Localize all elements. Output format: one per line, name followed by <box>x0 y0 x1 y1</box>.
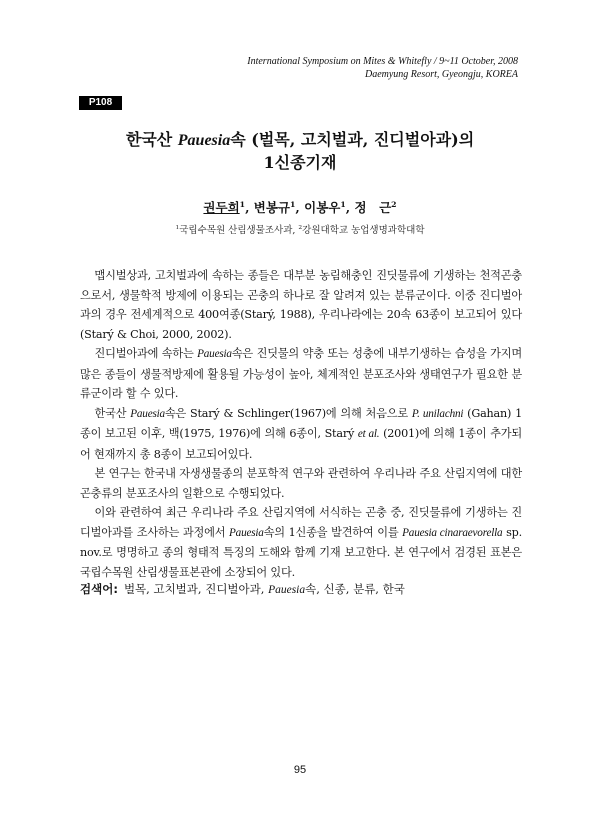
author-list <box>60 198 540 216</box>
header-line-1: International Symposium on Mites & Whitefly / 9~11 October, 2008 <box>247 56 518 67</box>
page-number: 95 <box>293 764 307 776</box>
title-line-1 <box>60 129 540 152</box>
author: 변봉규$^1$, <box>253 199 305 215</box>
title-line-2: 1신종기재 <box>263 153 337 172</box>
abstract-paragraph-1: 맵시벌상과, 고치벌과에 속하는 종들은 대부분 농림해충인 진딧물류에 기생하는 천적곤충으로서, 생물학적 방제에 이용되는 곤충의 하나로 잘 알려져 있는 분류군이다. 이중 진디벌아과의 경우 전세계적으로 400여종(Starý, 1988), 우리나라에는 20속 63종이 보고되어 있다(Starý & Choi, 2000, 2002). <box>80 269 522 341</box>
title-rest: 속 (벌목, 고치벌과, 진디벌아과)의 <box>230 130 475 149</box>
author: 권두희$^1$, <box>203 199 254 215</box>
paper-title <box>60 129 540 174</box>
abstract-paragraph-4: 본 연구는 한국내 자생생물종의 분포학적 연구와 관련하여 우리나라 주요 산림지역에 대한 곤충류의 분포조사의 일환으로 수행되었다. <box>80 467 522 500</box>
author: 정 근$^2$ <box>354 199 397 215</box>
header-line-2: Daemyung Resort, Gyeongju, KOREA <box>364 69 518 80</box>
poster-number-badge: P108 <box>79 96 122 110</box>
abstract-paragraph-3: 한국산 Pauesia속은 Starý & Schlinger(1967)에 의해 처음으로 P. unilachni (Gahan) 1종이 보고된 이후, 백(1975, 1976)에 의해 6종이, Starý et al. (2001)에 의해 1종이 추가되어 현재까지 총 8종이 보고되어있다. <box>80 406 523 461</box>
abstract-paragraph-2: 진디벌아과에 속하는 Pauesia속은 진딧물의 약충 또는 성충에 내부기생하는 습성을 가지며 많은 종들이 생물적방제에 활용될 가능성이 높아, 체계적인 분포조사와 생태연구가 필요한 분류군이라 할 수 있다. <box>80 347 522 400</box>
keywords-label: 검색어: <box>80 582 118 596</box>
keywords: 검색어: 벌목, 고치벌과, 진디벌아과, Pauesia속, 신종, 분류, 한국 <box>80 582 405 596</box>
title-prefix: 한국산 <box>125 130 178 149</box>
abstract-paragraph-5: 이와 관련하여 최근 우리나라 주요 산림지역에 서식하는 곤충 중, 진딧물류에 기생하는 진디벌아과를 조사하는 과정에서 Pauesia속의 1신종을 발견하여 이를 Pauesia cinaraevorella sp. nov.로 명명하고 종의 형태적 특징의 도해와 함께 기재 보고한다. 본 연구에서 검경된 표본은 국립수목원 산림생물표본관에 소장되어 있다. <box>80 506 522 579</box>
conference-header <box>247 55 518 81</box>
abstract-body <box>80 266 522 582</box>
affiliations: $^1$국립수목원 산림생물조사과, $^2$강원대학교 농업생명과학대학 <box>175 224 425 236</box>
title-genus: Pauesia <box>177 132 231 149</box>
author: 이봉우$^1$, <box>304 199 355 215</box>
